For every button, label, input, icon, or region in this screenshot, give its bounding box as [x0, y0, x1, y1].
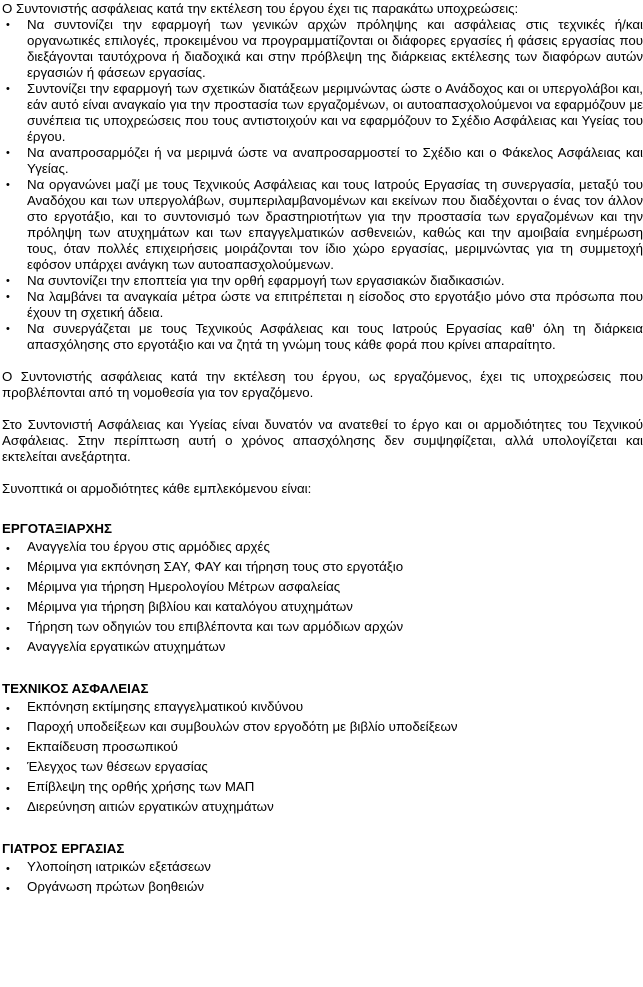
bullet-icon: • [6, 83, 10, 95]
list-item-text: Να συνεργάζεται με τους Τεχνικούς Ασφάλειας και τους Ιατρούς Εργασίας καθ' όλη τη διάρκεια απασχόλησης στο εργοτάξιο και να ζητά τη γνώμη τους κάθε φορά που κρίνει απαραίτητο. [27, 321, 643, 352]
list-item-text: Εκπόνηση εκτίμησης επαγγελματικού κινδύνου [27, 699, 304, 714]
safety-technician-list [2, 697, 643, 817]
section-heading-site-manager: ΕΡΓΟΤΑΞΙΑΡΧΗΣ [2, 521, 112, 536]
bullet-icon: • [6, 583, 10, 595]
employee-obligations-paragraph: Ο Συντονιστής ασφάλειας κατά την εκτέλεση του έργου, ως εργαζόμενος, έχει τις υποχρεώσεις που προβλέπονται από τη νομοθεσία για τον εργαζόμενο. [2, 369, 643, 400]
list-item-text: Συντονίζει την εφαρμογή των σχετικών διατάξεων μεριμνώντας ώστε ο Ανάδοχος και οι υπεργολάβοι και, εάν αυτό είναι αναγκαίο για την προστασία των εργαζομένων, οι αυτοαπασχολούμενοι να εφαρμόζουν με συνέπεια τις υποχρεώσεις που τους αντιστοιχούν και να εφαρμόζουν το Σχέδιο Ασφάλειας και Υγείας του έργου. [27, 81, 643, 144]
summary-paragraph: Συνοπτικά οι αρμοδιότητες κάθε εμπλεκόμενου είναι: [2, 481, 312, 496]
list-item [2, 537, 643, 557]
bullet-icon: • [6, 603, 10, 615]
bullet-icon: • [6, 743, 10, 755]
list-item [2, 697, 643, 717]
list-item [2, 777, 643, 797]
list-item [2, 857, 643, 877]
list-item-text: Αναγγελία του έργου στις αρμόδιες αρχές [27, 539, 270, 554]
list-item-text: Τήρηση των οδηγιών του επιβλέποντα και των αρμόδιων αρχών [27, 619, 404, 634]
list-item [2, 81, 643, 145]
coordinator-duties-list [2, 17, 643, 353]
list-item-text: Επίβλεψη της ορθής χρήσης των ΜΑΠ [27, 779, 255, 794]
list-item-text: Να συντονίζει την εποπτεία για την ορθή εφαρμογή των εργασιακών διαδικασιών. [27, 273, 505, 288]
list-item-text: Να συντονίζει την εφαρμογή των γενικών αρχών πρόληψης και ασφάλειας στις τεχνικές ή/και οργανωτικές επιλογές, προκειμένου να προγραμματίζονται οι διάφορες εργασίες ή φάσεις εργασίας που διεξάγονται ταυτόχρονα ή διαδοχικά και στην πρόβλεψη της διάρκειας εκτέλεσης των διαφόρων αυτών εργασιών ή φάσεων εργασίας. [27, 17, 643, 80]
bullet-icon: • [6, 291, 10, 303]
list-item [2, 737, 643, 757]
list-item-text: Μέριμνα για τήρηση Ημερολογίου Μέτρων ασφαλείας [27, 579, 341, 594]
list-item-text: Αναγγελία εργατικών ατυχημάτων [27, 639, 226, 654]
list-item-text: Παροχή υποδείξεων και συμβουλών στον εργοδότη με βιβλίο υποδείξεων [27, 719, 458, 734]
bullet-icon: • [6, 763, 10, 775]
list-item-text: Να οργανώνει μαζί με τους Τεχνικούς Ασφάλειας και τους Ιατρούς Εργασίας τη συνεργασία, μεταξύ του Αναδόχου και των υπεργολάβων, συμπεριλαμβανομένων και εκείνων που διαδέχονται ο ένας τον άλλον στο εργοτάξιο, και το συντονισμό των δραστηριοτήτων για την προστασία των εργαζομένων και την πρόληψη των ατυχημάτων και των επαγγελματικών ασθενειών, καθώς και την αμοιβαία ενημέρωση τους, όταν πολλές επιχειρήσεις μοιράζονται τον ίδιο χώρο εργασίας, μεριμνώντας για τη συμμετοχή εφόσον υπάρχει ανάγκη των αυτοαπασχολούμενων. [27, 177, 643, 272]
list-item [2, 797, 643, 817]
bullet-icon: • [6, 275, 10, 287]
list-item-text: Έλεγχος των θέσεων εργασίας [27, 759, 208, 774]
list-item [2, 273, 643, 289]
list-item [2, 617, 643, 637]
section-heading-safety-technician: ΤΕΧΝΙΚΟΣ ΑΣΦΑΛΕΙΑΣ [2, 681, 149, 696]
list-item [2, 321, 643, 353]
list-item-text: Να αναπροσαρμόζει ή να μεριμνά ώστε να αναπροσαρμοστεί το Σχέδιο και ο Φάκελος Ασφάλειας και Υγείας. [27, 145, 643, 176]
bullet-icon: • [6, 563, 10, 575]
list-item [2, 637, 643, 657]
site-manager-list [2, 537, 643, 657]
list-item-text: Μέριμνα για εκπόνηση ΣΑΥ, ΦΑΥ και τήρηση τους στο εργοτάξιο [27, 559, 404, 574]
assignment-paragraph: Στο Συντονιστή Ασφάλειας και Υγείας είναι δυνατόν να ανατεθεί το έργο και οι αρμοδιότητες του Τεχνικού Ασφάλειας. Στην περίπτωση αυτή ο χρόνος απασχόλησης δεν συμψηφίζεται, αλλά υπολογίζεται και εκτελείται ανεξάρτητα. [2, 417, 643, 464]
bullet-icon: • [6, 19, 10, 31]
bullet-icon: • [6, 803, 10, 815]
section-heading-occupational-doctor: ΓΙΑΤΡΟΣ ΕΡΓΑΣΙΑΣ [2, 841, 125, 856]
bullet-icon: • [6, 643, 10, 655]
bullet-icon: • [6, 783, 10, 795]
list-item-text: Οργάνωση πρώτων βοηθειών [27, 879, 205, 894]
list-item-text: Να λαμβάνει τα αναγκαία μέτρα ώστε να επιτρέπεται η είσοδος στο εργοτάξιο μόνο στα πρόσωπα που έχουν τη σχετική άδεια. [27, 289, 643, 320]
list-item [2, 177, 643, 273]
bullet-icon: • [6, 543, 10, 555]
list-item-text: Μέριμνα για τήρηση βιβλίου και καταλόγου ατυχημάτων [27, 599, 353, 614]
intro-text: Ο Συντονιστής ασφάλειας κατά την εκτέλεση του έργου έχει τις παρακάτω υποχρεώσεις: [2, 1, 519, 16]
list-item [2, 557, 643, 577]
bullet-icon: • [6, 723, 10, 735]
list-item [2, 597, 643, 617]
list-item-text: Υλοποίηση ιατρικών εξετάσεων [27, 859, 211, 874]
list-item [2, 717, 643, 737]
list-item [2, 757, 643, 777]
list-item [2, 577, 643, 597]
bullet-icon: • [6, 883, 10, 895]
occupational-doctor-list [2, 857, 643, 897]
bullet-icon: • [6, 623, 10, 635]
list-item [2, 145, 643, 177]
bullet-icon: • [6, 179, 10, 191]
bullet-icon: • [6, 323, 10, 335]
list-item [2, 289, 643, 321]
list-item [2, 877, 643, 897]
bullet-icon: • [6, 147, 10, 159]
bullet-icon: • [6, 703, 10, 715]
list-item-text: Εκπαίδευση προσωπικού [27, 739, 178, 754]
bullet-icon: • [6, 863, 10, 875]
list-item-text: Διερεύνηση αιτιών εργατικών ατυχημάτων [27, 799, 274, 814]
list-item [2, 17, 643, 81]
